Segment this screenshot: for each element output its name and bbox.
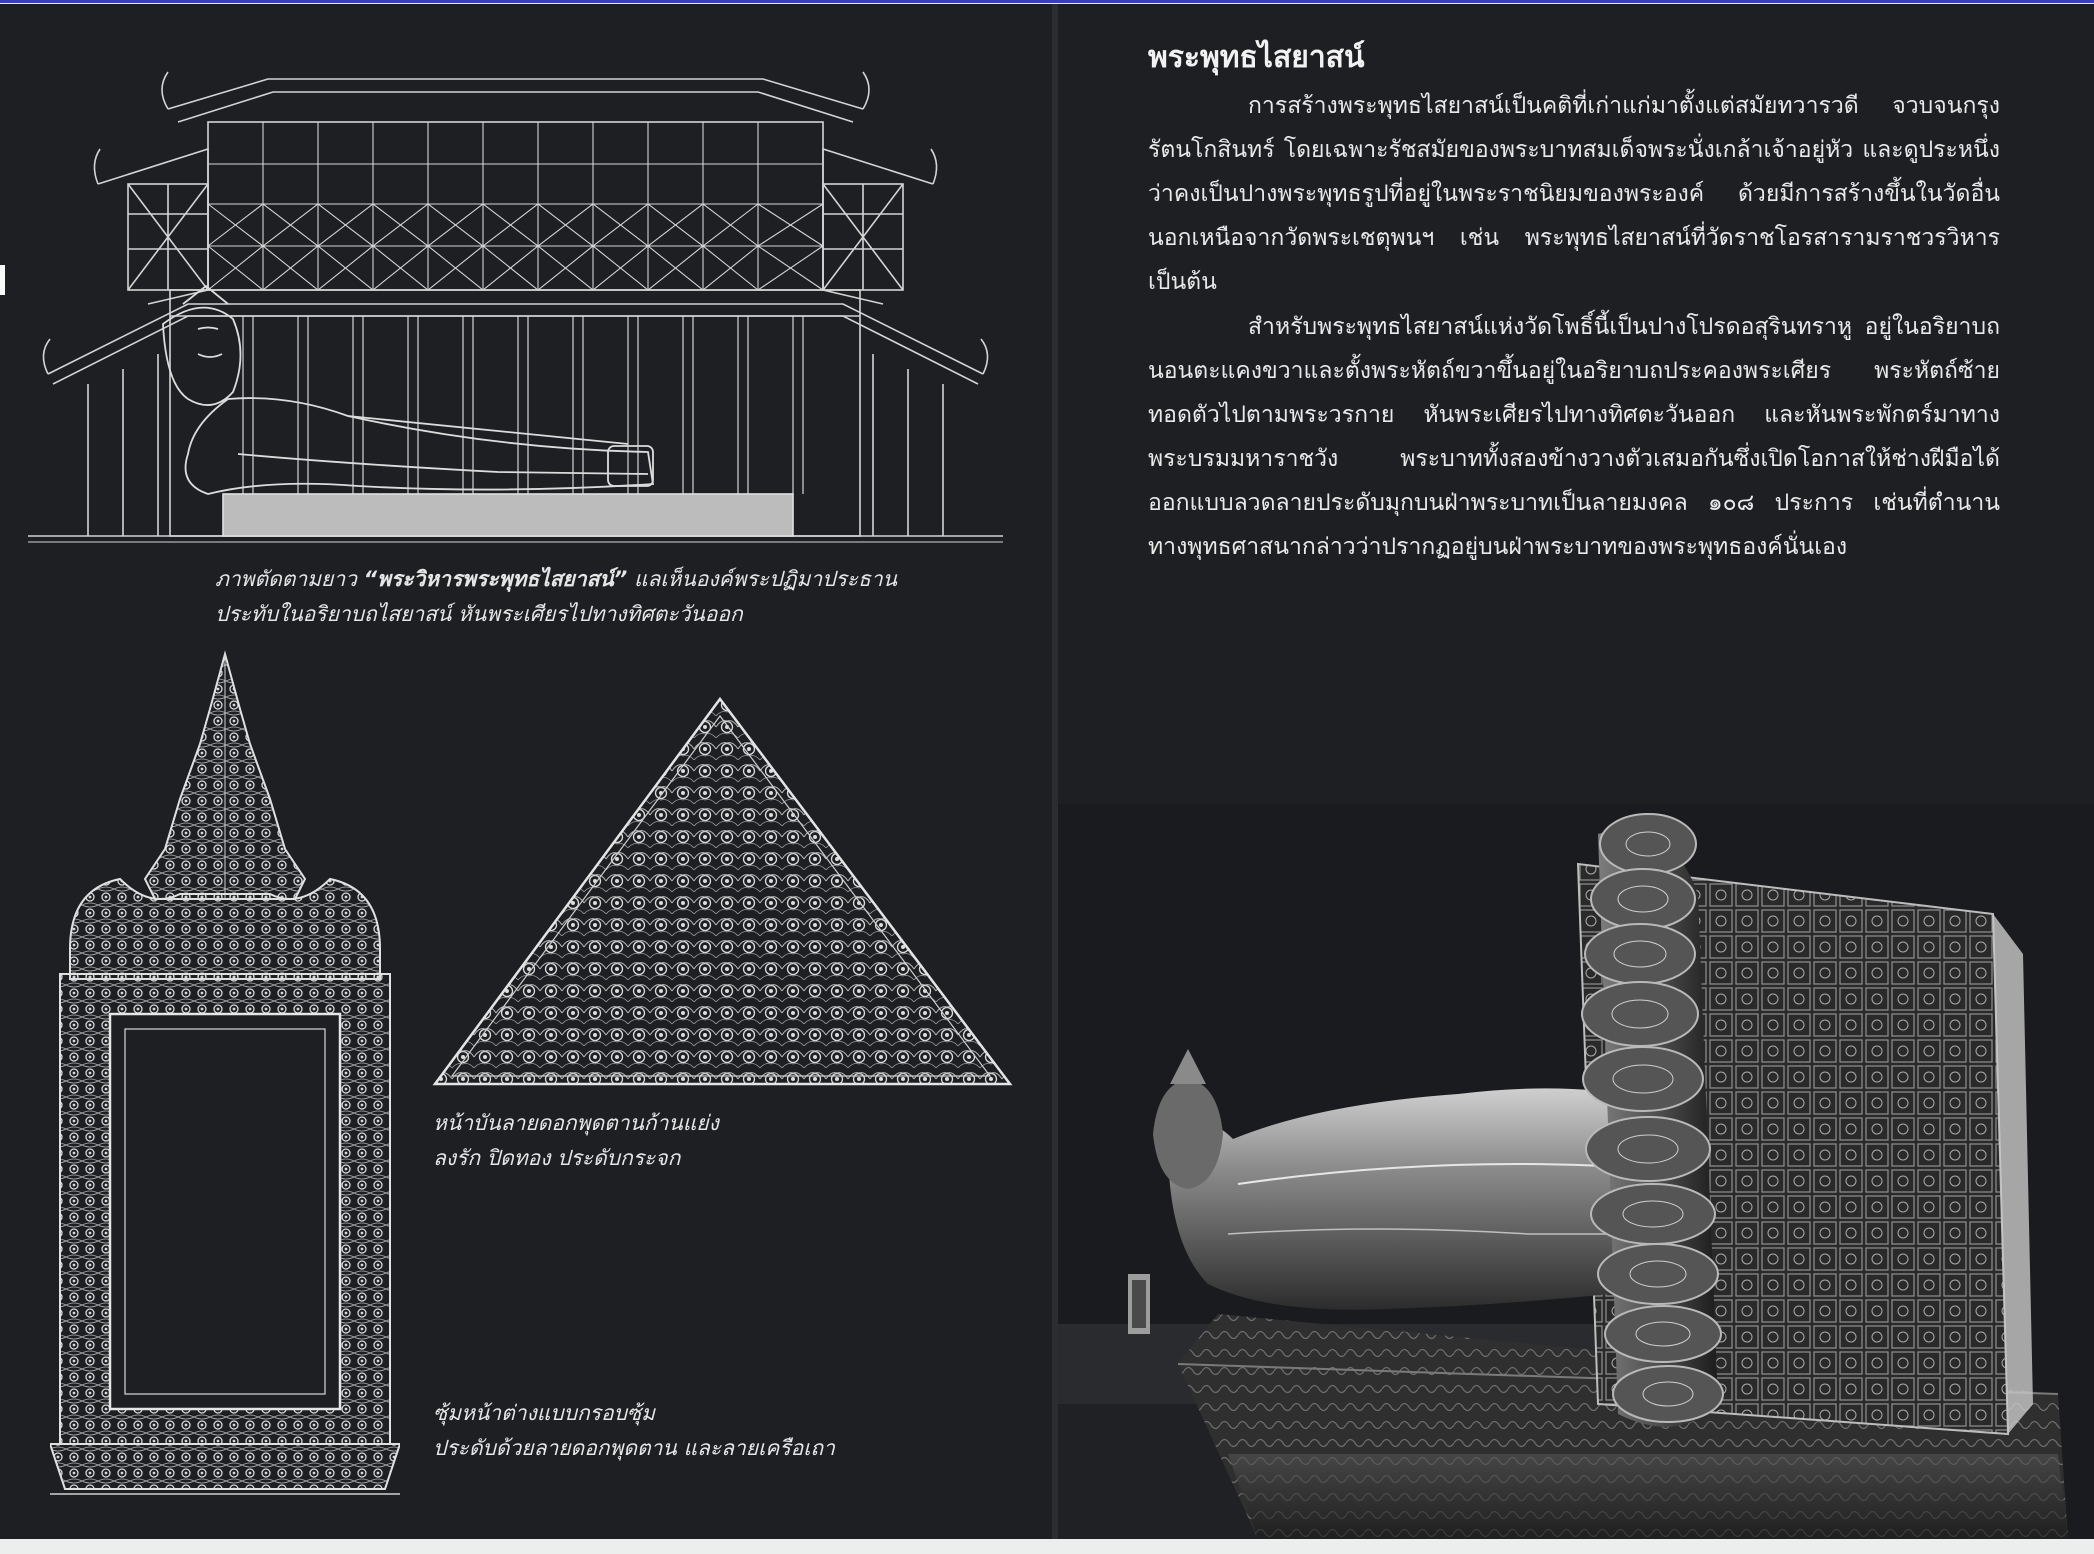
right-page — [1058, 4, 2094, 1539]
vihara-section-drawing — [28, 54, 1003, 554]
reclining-buddha-photo — [1058, 804, 2094, 1539]
caption-window-frame — [433, 1396, 835, 1466]
caption-vihara-prefix: ภาพตัดตามยาว — [215, 567, 364, 591]
scan-edge-mark — [0, 265, 5, 295]
paragraph-history: การสร้างพระพุทธไสยาสน์เป็นคติที่เก่าแก่มาตั้งแต่สมัยทวารวดี จวบจนกรุงรัตนโกสินทร์ โดยเฉพาะรัชสมัยของพระบาทสมเด็จพระนั่งเกล้าเจ้าอยู่หัว และดูประหนึ่งว่าคงเป็นปางพระพุทธรูปที่อยู่ในพระราชนิยมของพระองค์ ด้วยมีการสร้างขึ้นในวัดอื่นนอกเหนือจากวัดพระเชตุพนฯ เช่น พระพุทธไสยาสน์ที่วัดราชโอรสารามราชวรวิหาร เป็นต้น — [1148, 93, 2000, 295]
window-frame-ornament — [50, 649, 400, 1499]
scan-top-line — [0, 0, 2094, 3]
caption-gable-line1: หน้าบันลายดอกพุดตานก้านแย่ง — [433, 1111, 719, 1135]
caption-gable-line2: ลงรัก ปิดทอง ประดับกระจก — [433, 1146, 681, 1170]
caption-vihara-suffix: แลเห็นองค์พระปฏิมาประธาน — [627, 567, 898, 591]
caption-gable — [433, 1106, 719, 1176]
caption-vihara-section — [215, 562, 897, 632]
caption-vihara-line2: ประทับในอริยาบถไสยาสน์ หันพระเศียรไปทางทิศตะวันออก — [215, 602, 743, 626]
caption-vihara-line1 — [215, 567, 897, 591]
paragraph-description: สำหรับพระพุทธไสยาสน์แห่งวัดโพธิ์นี้เป็นปางโปรดอสุรินทราหู อยู่ในอริยาบถนอนตะแคงขวาและตั้งพระหัตถ์ขวาขึ้นอยู่ในอริยาบถประคองพระเศียร พระหัตถ์ซ้ายทอดตัวไปตามพระวรกาย หันพระเศียรไปทางทิศตะวันออก และหันพระพักตร์มาทางพระบรมมหาราชวัง พระบาททั้งสองข้างวางตัวเสมอกันซึ่งเปิดโอกาสให้ช่างฝีมือได้ออกแบบลวดลายประดับมุกบนฝ่าพระบาทเป็นลายมงคล ๑๐๘ ประการ เช่นที่ตำนานทางพุทธศาสนากล่าวว่าปรากฏอยู่บนฝ่าพระบาทของพระพุทธองค์นั่นเอง — [1148, 314, 2000, 560]
caption-vihara-emphasis: “พระวิหารพระพุทธไสยาสน์” — [363, 567, 628, 591]
gable-pediment-ornament — [430, 694, 1015, 1089]
left-page — [0, 4, 1052, 1539]
caption-window-line1: ซุ้มหน้าต่างแบบกรอบซุ้ม — [433, 1401, 655, 1425]
article-title: พระพุทธไสยาสน์ — [1148, 40, 1365, 75]
caption-window-line2: ประดับด้วยลายดอกพุดตาน และลายเครือเถา — [433, 1436, 835, 1460]
